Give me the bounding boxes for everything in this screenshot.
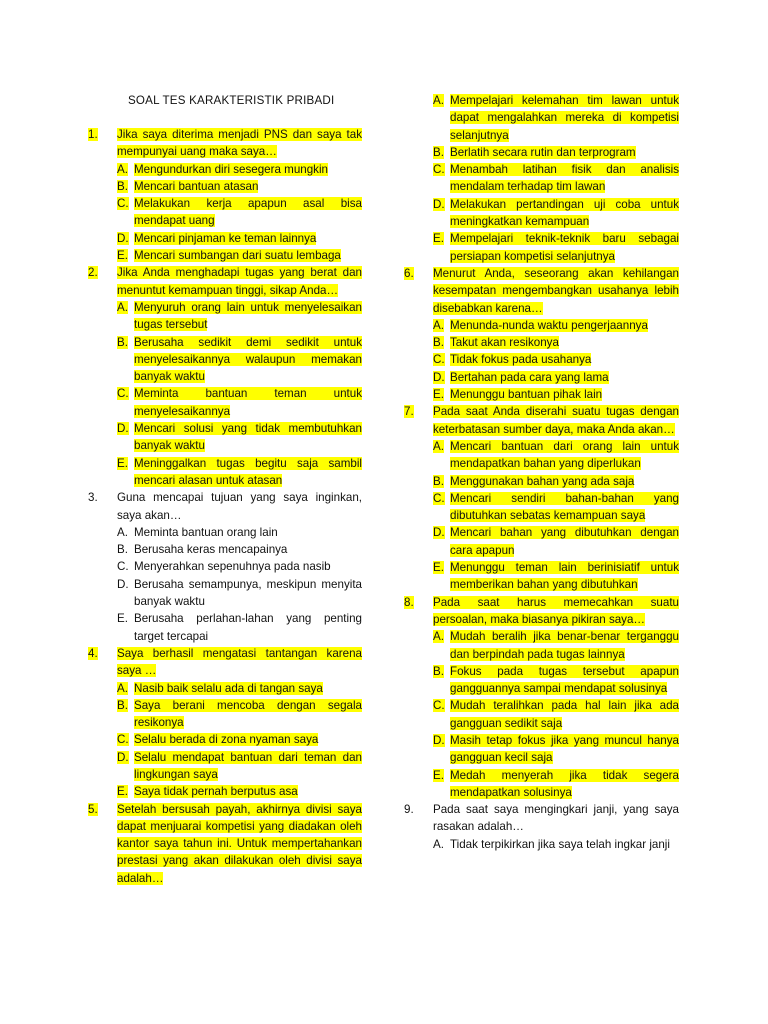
option-text: Mencari solusi yang tidak membutuhkan banyak waktu (134, 422, 362, 453)
question-list-right (404, 265, 679, 853)
question-stem (117, 264, 362, 299)
document-title: SOAL TES KARAKTERISTIK PRIBADI (128, 94, 335, 107)
option-body (450, 524, 679, 559)
option-text: Fokus pada tugas tersebut apapun gangguannya sampai mendapat solusinya (450, 664, 679, 696)
question-2-option-a (88, 299, 362, 334)
option-text: Mudah beralih jika benar-benar terganggu dan berpindah pada tugas lainnya (450, 630, 679, 661)
question-6-option-b (404, 334, 679, 351)
question-4-option-d (88, 749, 362, 784)
option-text: Mencari pinjaman ke teman lainnya (134, 231, 317, 245)
option-letter-text: A. (433, 94, 444, 107)
option-letter (117, 783, 134, 800)
option-body (134, 334, 362, 386)
option-letter (433, 144, 450, 161)
option-text: Berusaha sedikit demi sedikit untuk menyelesaikannya walaupun memakan banyak waktu (134, 335, 362, 384)
question-9 (404, 801, 679, 853)
option-body (450, 767, 679, 802)
question-number (88, 489, 117, 524)
question-6-option-d (404, 369, 679, 386)
question-list-left (88, 126, 362, 887)
question-8-option-e (404, 767, 679, 802)
option-text: Medah menyerah jika tidak segera mendapatkan solusinya (450, 768, 679, 799)
option-letter-text: B. (433, 664, 444, 678)
option-letter (117, 455, 134, 490)
question-number (88, 645, 117, 680)
question-3 (88, 489, 362, 645)
question-number-text: 4. (88, 646, 98, 660)
option-letter (433, 473, 450, 490)
option-letter (433, 369, 450, 386)
option-letter-text: B. (117, 543, 128, 557)
option-body (450, 386, 679, 403)
option-letter (433, 438, 450, 473)
question-2-option-d (88, 420, 362, 455)
question-3-option-c (88, 558, 362, 575)
option-text: Menunggu teman lain berinisiatif untuk memberikan bahan yang dibutuhkan (450, 561, 679, 592)
question-2-option-c (88, 385, 362, 420)
option-body (450, 697, 679, 732)
option-text: Nasib baik selalu ada di tangan saya (134, 681, 323, 695)
question-number-text: 2. (88, 266, 98, 280)
option-letter (117, 697, 134, 732)
option-letter-text: B. (433, 336, 444, 350)
question-3-option-a (88, 524, 362, 541)
option-letter-text: D. (117, 577, 129, 591)
option-text: Bertahan pada cara yang lama (450, 370, 609, 384)
option-letter (117, 178, 134, 195)
question-8-option-a (404, 628, 679, 663)
option-text: Berlatih secara rutin dan terprogram (450, 145, 636, 159)
option-body (134, 680, 362, 697)
option-body (134, 195, 362, 230)
option-body (450, 161, 679, 196)
option-letter (433, 663, 450, 698)
option-letter-text: C. (117, 560, 129, 574)
option-letter-text: E. (433, 768, 444, 782)
question-3-option-d (88, 576, 362, 611)
option-letter (433, 92, 450, 144)
option-letter-text: C. (433, 353, 445, 367)
option-text: Saya tidak pernah berputus asa (134, 785, 298, 799)
question-4-option-a (88, 680, 362, 697)
question-text: Pada saat Anda diserahi suatu tugas dengan keterbatasan sumber daya, maka Anda akan… (433, 405, 679, 436)
option-letter-text: A. (433, 318, 444, 332)
question-4-stem-line (88, 645, 362, 680)
option-letter (433, 317, 450, 334)
question-text: Setelah bersusah payah, akhirnya divisi saya dapat menjuarai kompetisi yang diadakan oleh kantor saya tahun ini. Untuk mempertahankan prestasi yang akan dilakukan oleh divisi saya adalah… (117, 802, 362, 885)
option-text: Berusaha semampunya, meskipun menyita banyak waktu (134, 577, 362, 609)
option-letter-text: D. (117, 231, 129, 245)
option-text: Mudah teralihkan pada hal lain jika ada gangguan sedikit saja (450, 699, 679, 730)
option-letter-text: A. (433, 630, 444, 644)
option-letter (117, 680, 134, 697)
option-letter (117, 541, 134, 558)
option-text: Selalu mendapat bantuan dari teman dan lingkungan saya (134, 750, 362, 781)
option-letter (117, 749, 134, 784)
question-5-option-c (404, 161, 679, 196)
question-8-option-b (404, 663, 679, 698)
option-letter (433, 767, 450, 802)
option-letter-text: D. (433, 733, 445, 747)
option-body (450, 144, 679, 161)
question-5-option-a (404, 92, 679, 144)
question-stem (117, 126, 362, 161)
option-body (450, 92, 679, 144)
option-text: Melakukan pertandingan uji coba untuk meningkatkan kemampuan (450, 197, 679, 229)
question-text: Pada saat harus memecahkan suatu persoalan, maka biasanya pikiran saya… (433, 595, 679, 626)
question-8-stem-line (404, 594, 679, 629)
question-number-text: 3. (88, 491, 98, 505)
question-9-option-a (404, 836, 679, 853)
option-text: Menyuruh orang lain untuk menyelesaikan tugas tersebut (134, 300, 362, 332)
option-letter (433, 628, 450, 663)
question-text: Jika Anda menghadapi tugas yang berat dan menuntut kemampuan tinggi, sikap Anda… (117, 266, 362, 297)
option-text: Mencari sumbangan dari suatu lembaga (134, 249, 341, 263)
question-1-stem-line (88, 126, 362, 161)
option-text: Berusaha perlahan-lahan yang penting target tercapai (134, 612, 362, 643)
option-body (134, 178, 362, 195)
option-body (450, 663, 679, 698)
option-letter (433, 524, 450, 559)
question-4-option-e (88, 783, 362, 800)
option-body (450, 490, 679, 525)
option-letter (433, 386, 450, 403)
option-text: Menggunakan bahan yang ada saja (450, 474, 635, 488)
option-text: Mencari bantuan atasan (134, 179, 259, 193)
option-letter-text: E. (117, 612, 128, 626)
option-body (450, 628, 679, 663)
option-body (134, 783, 362, 800)
option-body (450, 317, 679, 334)
option-letter-text: C. (433, 699, 445, 713)
question-stem (433, 594, 679, 629)
question-5 (88, 801, 362, 887)
option-text: Meminta bantuan orang lain (134, 525, 278, 539)
option-text: Meninggalkan tugas begitu saja sambil mencari alasan untuk atasan (134, 456, 362, 487)
option-body (134, 299, 362, 334)
question-1-option-a (88, 161, 362, 178)
option-letter (117, 420, 134, 455)
option-letter-text: C. (433, 163, 445, 177)
option-letter (117, 247, 134, 264)
question-6-option-a (404, 317, 679, 334)
option-letter-text: B. (433, 145, 444, 159)
option-text: Mencari bahan yang dibutuhkan dengan cara apapun (450, 526, 679, 557)
option-text: Masih tetap fokus jika yang muncul hanya gangguan kecil saja (450, 733, 679, 765)
question-5-option-d (404, 196, 679, 231)
option-letter (117, 610, 134, 645)
option-letter-text: C. (117, 197, 129, 211)
option-text: Tidak fokus pada usahanya (450, 353, 592, 367)
option-text: Mengundurkan diri sesegera mungkin (134, 162, 328, 176)
question-text: Jika saya diterima menjadi PNS dan saya tak mempunyai uang maka saya… (117, 128, 362, 159)
option-letter-text: A. (433, 439, 444, 453)
option-text: Mempelajari kelemahan tim lawan untuk dapat mengalahkan mereka di kompetisi selanjutnya (450, 94, 679, 142)
option-body (450, 438, 679, 473)
question-6-option-c (404, 351, 679, 368)
question-number-text: 5. (88, 802, 98, 816)
option-letter (433, 334, 450, 351)
option-text: Meminta bantuan teman untuk menyelesaikannya (134, 387, 362, 418)
option-body (450, 369, 679, 386)
question-7-option-e (404, 559, 679, 594)
option-text: Berusaha keras mencapainya (134, 543, 288, 557)
option-letter (433, 697, 450, 732)
question-2 (88, 264, 362, 489)
question-number-text: 8. (404, 595, 414, 609)
option-letter-text: D. (433, 370, 445, 384)
question-1-option-d (88, 230, 362, 247)
question-number (88, 126, 117, 161)
option-body (134, 697, 362, 732)
question-stem (117, 801, 362, 887)
question-stem (433, 403, 679, 438)
option-letter (433, 732, 450, 767)
question-number (404, 403, 433, 438)
question-6-option-e (404, 386, 679, 403)
option-letter (117, 161, 134, 178)
question-number-text: 9. (404, 803, 414, 817)
option-letter-text: C. (117, 733, 129, 747)
option-body (134, 230, 362, 247)
option-body (134, 455, 362, 490)
option-letter-text: D. (433, 526, 445, 540)
question-2-option-b (88, 334, 362, 386)
option-body (450, 732, 679, 767)
option-letter-text: B. (117, 698, 128, 712)
option-letter-text: A. (117, 162, 128, 176)
option-letter (117, 385, 134, 420)
question-text: Guna mencapai tujuan yang saya inginkan, saya akan… (117, 491, 362, 522)
option-letter (117, 576, 134, 611)
option-body (134, 541, 362, 558)
option-body (450, 559, 679, 594)
option-letter-text: E. (433, 232, 444, 246)
option-text: Selalu berada di zona nyaman saya (134, 733, 319, 747)
question-6-stem-line (404, 265, 679, 317)
option-body (134, 161, 362, 178)
option-body (450, 351, 679, 368)
option-letter-text: D. (433, 197, 445, 211)
question-7-option-c (404, 490, 679, 525)
question-4 (88, 645, 362, 801)
question-5-stem-line (88, 801, 362, 887)
option-body (134, 385, 362, 420)
question-7 (404, 403, 679, 593)
option-letter (117, 731, 134, 748)
question-2-stem-line (88, 264, 362, 299)
option-letter-text: A. (433, 837, 444, 851)
question-9-stem-line (404, 801, 679, 836)
question-number (88, 264, 117, 299)
question-6 (404, 265, 679, 403)
option-letter-text: C. (117, 387, 129, 401)
question-7-stem-line (404, 403, 679, 438)
question-number (404, 594, 433, 629)
option-letter-text: D. (117, 422, 129, 436)
question-5-option-e (404, 230, 679, 265)
question-7-option-d (404, 524, 679, 559)
option-letter-text: B. (433, 474, 444, 488)
question-number-text: 6. (404, 266, 414, 280)
option-letter-text: E. (117, 456, 128, 470)
question-stem (433, 265, 679, 317)
option-letter (117, 524, 134, 541)
option-letter (117, 558, 134, 575)
option-body (134, 576, 362, 611)
option-letter (117, 230, 134, 247)
option-body (450, 230, 679, 265)
question-1 (88, 126, 362, 264)
question-1-option-b (88, 178, 362, 195)
option-body (134, 749, 362, 784)
option-letter-text: A. (117, 681, 128, 695)
option-text: Mempelajari teknik-teknik baru sebagai persiapan kompetisi selanjutnya (450, 232, 679, 263)
option-letter-text: B. (117, 179, 128, 193)
question-4-option-b (88, 697, 362, 732)
question-3-stem-line (88, 489, 362, 524)
right-column (404, 0, 679, 853)
option-body (134, 558, 362, 575)
option-body (134, 524, 362, 541)
option-letter-text: B. (117, 335, 128, 349)
option-letter-text: E. (433, 388, 444, 402)
option-letter-text: A. (117, 525, 128, 539)
question-text: Pada saat saya mengingkari janji, yang saya rasakan adalah… (433, 803, 679, 834)
option-letter-text: C. (433, 491, 445, 505)
question-3-option-b (88, 541, 362, 558)
option-text: Tidak terpikirkan jika saya telah ingkar janji (450, 837, 670, 851)
option-text: Menyerahkan sepenuhnya pada nasib (134, 560, 331, 574)
option-body (134, 247, 362, 264)
option-letter-text: D. (117, 750, 129, 764)
option-letter-text: A. (117, 300, 128, 314)
option-text: Mencari bantuan dari orang lain untuk mendapatkan bahan yang diperlukan (450, 439, 679, 471)
option-letter-text: E. (117, 249, 128, 263)
option-letter (117, 334, 134, 386)
question-2-option-e (88, 455, 362, 490)
option-letter (433, 196, 450, 231)
option-body (450, 196, 679, 231)
option-body (134, 420, 362, 455)
question-5-option-b (404, 144, 679, 161)
question-8-option-d (404, 732, 679, 767)
option-text: Takut akan resikonya (450, 336, 559, 350)
option-letter (117, 299, 134, 334)
option-body (450, 334, 679, 351)
option-text: Menunggu bantuan pihak lain (450, 388, 603, 402)
option-text: Saya berani mencoba dengan segala resikonya (134, 698, 362, 730)
question-7-option-a (404, 438, 679, 473)
question-text: Menurut Anda, seseorang akan kehilangan kesempatan mengembangkan usahanya lebih disebabkan karena… (433, 266, 679, 315)
question-number (404, 801, 433, 836)
question-8-option-c (404, 697, 679, 732)
question-1-option-c (88, 195, 362, 230)
option-body (450, 473, 679, 490)
question-4-option-c (88, 731, 362, 748)
option-body (134, 610, 362, 645)
question-3-option-e (88, 610, 362, 645)
option-text: Menambah latihan fisik dan analisis mendalam terhadap tim lawan (450, 163, 679, 194)
question-7-option-b (404, 473, 679, 490)
option-letter (117, 195, 134, 230)
question-number-text: 7. (404, 405, 414, 419)
question-stem (117, 645, 362, 680)
option-letter (433, 161, 450, 196)
option-letter (433, 351, 450, 368)
question-number-text: 1. (88, 128, 98, 141)
option-letter (433, 230, 450, 265)
option-body (134, 731, 362, 748)
question-1-option-e (88, 247, 362, 264)
question-stem (117, 489, 362, 524)
option-body (450, 836, 679, 853)
option-letter (433, 490, 450, 525)
option-letter-text: E. (433, 561, 444, 575)
option-text: Melakukan kerja apapun asal bisa mendapat uang (134, 197, 362, 228)
question-5-options-continued (404, 92, 679, 265)
option-text: Mencari sendiri bahan-bahan yang dibutuhkan sebatas kemampuan saya (450, 491, 679, 523)
question-stem (433, 801, 679, 836)
option-letter-text: E. (117, 785, 128, 799)
question-text: Saya berhasil mengatasi tantangan karena saya … (117, 646, 362, 678)
option-text: Menunda-nunda waktu pengerjaannya (450, 318, 648, 332)
option-letter (433, 559, 450, 594)
question-number (404, 265, 433, 317)
question-8 (404, 594, 679, 802)
left-column (88, 0, 362, 887)
option-letter (433, 836, 450, 853)
question-number (88, 801, 117, 887)
